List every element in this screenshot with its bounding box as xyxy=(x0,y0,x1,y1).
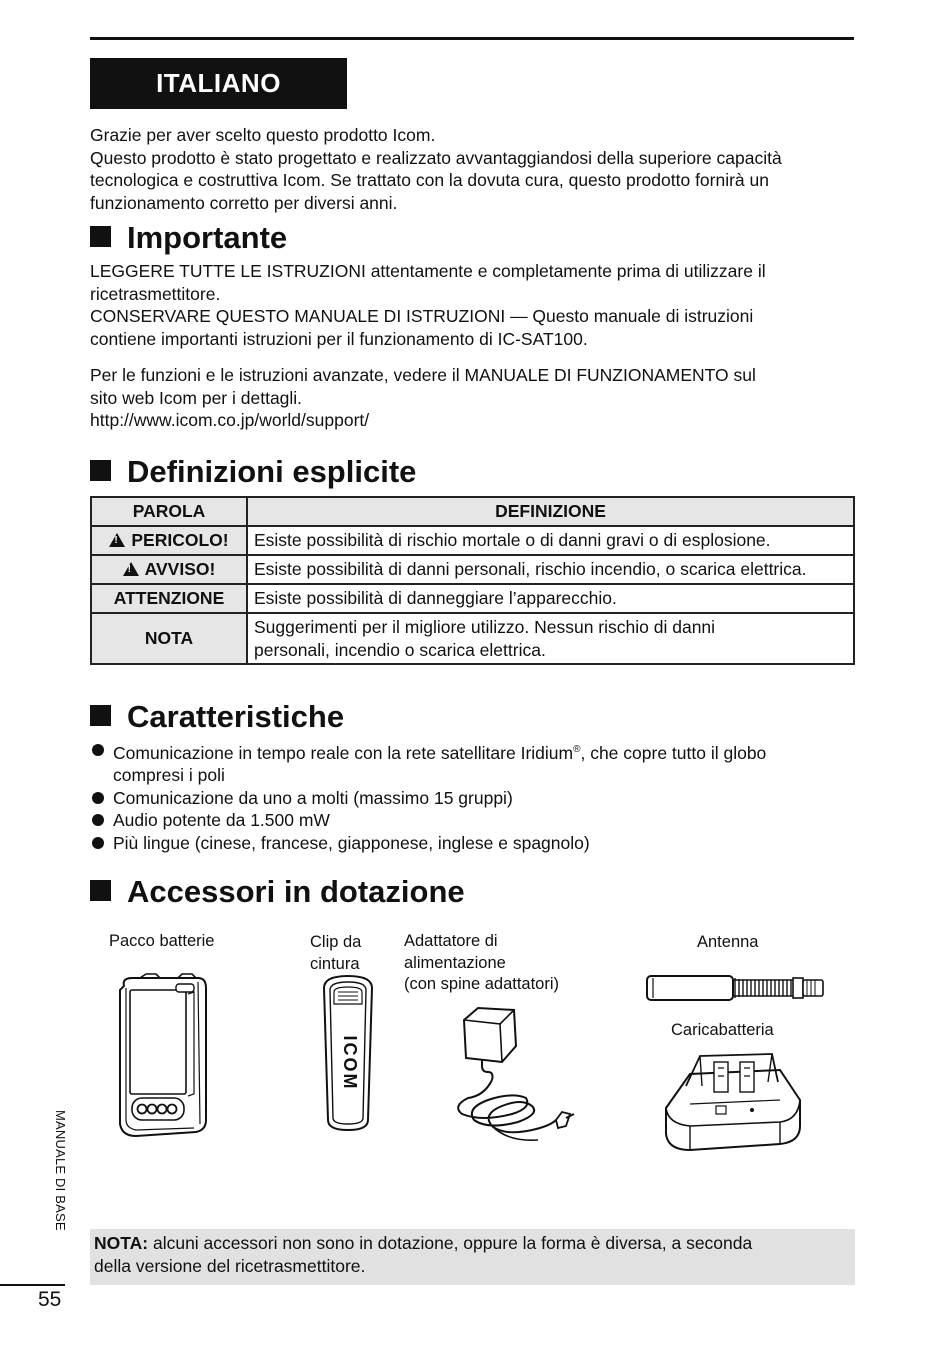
intro-line: tecnologica e costruttiva Icom. Se trattato con la dovuta cura, questo prodotto fornirà un xyxy=(90,170,769,190)
intro-line: funzionamento corretto per diversi anni. xyxy=(90,192,398,213)
ac-adapter-icon xyxy=(452,1002,577,1152)
note-line: della versione del ricetrasmettitore. xyxy=(94,1255,366,1276)
page-number-rule xyxy=(0,1284,65,1286)
table-header-row xyxy=(91,497,854,526)
importante-line: LEGGERE TUTTE LE ISTRUZIONI attentamente e completamente prima di utilizzare il xyxy=(90,261,766,281)
importante-paragraph xyxy=(90,260,860,350)
table-row xyxy=(91,555,854,584)
feature-line: compresi i poli xyxy=(113,765,225,786)
heading-text: Caratteristiche xyxy=(127,699,345,734)
caption-line: Clip da xyxy=(310,933,362,951)
battery-caption: Pacco batterie xyxy=(109,932,215,950)
table-row xyxy=(91,526,854,555)
battery-pack-icon xyxy=(112,970,212,1140)
heading-importante xyxy=(90,220,287,256)
term-cell: ATTENZIONE xyxy=(91,584,247,613)
term-cell xyxy=(91,526,247,555)
importante-paragraph-2 xyxy=(90,364,860,432)
definition-line: personali, incendio o scarica elettrica. xyxy=(254,639,546,660)
heading-text: Importante xyxy=(127,220,288,255)
note-line xyxy=(94,1232,851,1255)
square-bullet-icon xyxy=(90,226,111,247)
adapter-caption xyxy=(404,931,559,996)
heading-definizioni xyxy=(90,454,416,490)
bullet-dot-icon xyxy=(92,792,104,804)
intro-line: Grazie per aver scelto questo prodotto Icom. xyxy=(90,125,436,145)
features-list xyxy=(90,739,860,854)
heading-text: Accessori in dotazione xyxy=(127,874,465,909)
antenna-icon xyxy=(643,968,828,1008)
language-tab: ITALIANO xyxy=(90,58,347,109)
caption-line: cintura xyxy=(310,954,360,973)
list-item xyxy=(90,787,860,810)
list-item xyxy=(90,809,860,832)
definition-line: Suggerimenti per il migliore utilizzo. Nessun rischio di danni xyxy=(254,617,716,637)
definitions-table xyxy=(90,496,855,665)
definition-cell xyxy=(247,613,854,664)
column-header: PAROLA xyxy=(91,497,247,526)
importante-line: CONSERVARE QUESTO MANUALE DI ISTRUZIONI — Questo manuale di istruzioni xyxy=(90,306,754,326)
clip-caption xyxy=(310,932,361,975)
heading-caratteristiche xyxy=(90,699,344,735)
square-bullet-icon xyxy=(90,460,111,481)
bullet-dot-icon xyxy=(92,837,104,849)
importante-line: sito web Icom per i dettagli. xyxy=(90,387,303,408)
heading-text: Definizioni esplicite xyxy=(127,454,417,489)
bullet-dot-icon xyxy=(92,814,104,826)
top-rule xyxy=(90,37,854,40)
page-number: 55 xyxy=(38,1288,62,1311)
clip-logo-text: ICOM xyxy=(340,1035,360,1091)
intro-line: Questo prodotto è stato progettato e realizzato avvantaggiandosi della superiore capacità xyxy=(90,147,782,168)
intro-paragraph xyxy=(90,124,860,214)
definition-cell: Esiste possibilità di danneggiare l’apparecchio. xyxy=(247,584,854,613)
warning-triangle-icon xyxy=(123,562,139,576)
side-label-text: MANUALE DI BASE xyxy=(53,1110,68,1231)
list-item xyxy=(90,832,860,855)
feature-line xyxy=(113,739,860,764)
note-box xyxy=(90,1229,855,1285)
definition-cell: Esiste possibilità di rischio mortale o di danni gravi o di esplosione. xyxy=(247,526,854,555)
warning-triangle-icon xyxy=(109,533,125,547)
charger-icon xyxy=(660,1046,805,1156)
feature-line: Comunicazione da uno a molti (massimo 15 gruppi) xyxy=(113,787,513,808)
side-section-label xyxy=(44,1110,74,1252)
table-row xyxy=(91,613,854,664)
feature-line: Audio potente da 1.500 mW xyxy=(113,810,330,831)
note-label: NOTA: xyxy=(94,1233,149,1253)
table-row xyxy=(91,584,854,613)
note-text: alcuni accessori non sono in dotazione, oppure la forma è diversa, a seconda xyxy=(148,1233,753,1253)
square-bullet-icon xyxy=(90,705,111,726)
definition-cell: Esiste possibilità di danni personali, rischio incendio, o scarica elettrica. xyxy=(247,555,854,584)
feature-line: Più lingue (cinese, francese, giapponese, inglese e spagnolo) xyxy=(113,832,590,853)
feature-text: , che copre tutto il globo xyxy=(580,742,767,763)
caption-line: (con spine adattatori) xyxy=(404,975,560,993)
bullet-dot-icon xyxy=(92,744,104,756)
list-item xyxy=(90,739,860,787)
registered-mark: ® xyxy=(573,744,581,755)
importante-line: ricetrasmettitore. xyxy=(90,283,221,304)
antenna-caption: Antenna xyxy=(697,933,759,951)
term-cell: NOTA xyxy=(91,613,247,664)
importante-line: contiene importanti istruzioni per il funzionamento di IC-SAT100. xyxy=(90,328,588,349)
term-text: AVVISO! xyxy=(144,559,216,579)
column-header: DEFINIZIONE xyxy=(247,497,854,526)
heading-accessori xyxy=(90,874,465,910)
importante-line: Per le funzioni e le istruzioni avanzate, vedere il MANUALE DI FUNZIONAMENTO sul xyxy=(90,365,756,385)
charger-caption: Caricabatteria xyxy=(671,1021,774,1039)
feature-text: Comunicazione in tempo reale con la rete satellitare Iridium xyxy=(113,742,574,763)
term-cell xyxy=(91,555,247,584)
support-url-link[interactable]: http://www.icom.co.jp/world/support/ xyxy=(90,410,370,430)
square-bullet-icon xyxy=(90,880,111,901)
caption-line: Adattatore di xyxy=(404,932,498,950)
caption-line: alimentazione xyxy=(404,953,506,972)
term-text: PERICOLO! xyxy=(131,530,229,550)
